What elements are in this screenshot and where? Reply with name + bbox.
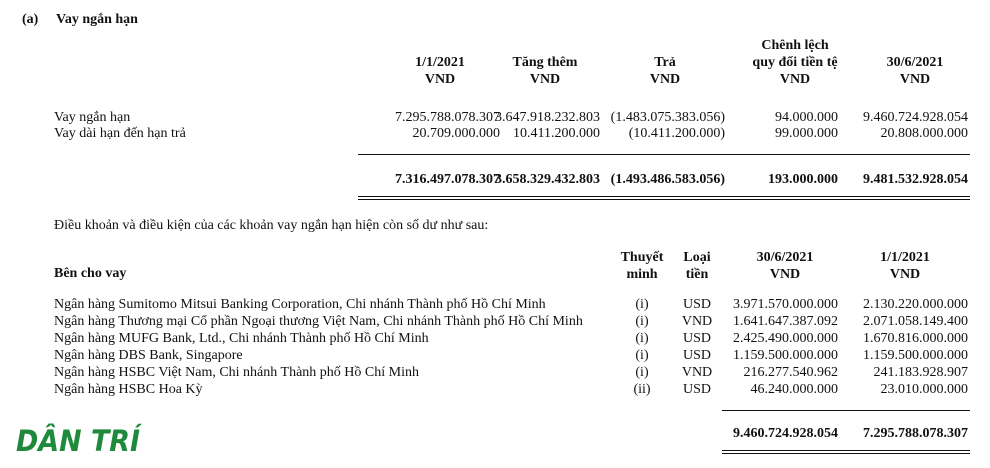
dan-tri-logo-text: DÂN TRÍ: [16, 424, 143, 456]
t1-total-cell: 7.316.497.078.307: [395, 172, 500, 187]
t2-total-opening: 7.295.788.078.307: [863, 426, 968, 441]
t2-header-closing: 30/6/2021 VND: [756, 250, 814, 282]
t2-currency: USD: [682, 297, 711, 312]
t1-header-increase: Tăng thêm VND: [512, 55, 578, 87]
t1-cell: 94.000.000: [775, 110, 838, 125]
t2-value-opening: 241.183.928.907: [873, 365, 968, 380]
t1-total-cell: (1.493.486.583.056): [610, 172, 725, 187]
note-text: Điều khoản và điều kiện của các khoản vay ngắn hạn hiện còn số dư như sau:: [54, 218, 489, 233]
t1-row-label: Vay ngắn hạn: [54, 110, 131, 125]
t1-header-repayment: Trả VND: [649, 55, 681, 87]
t2-header-opening: 1/1/2021 VND: [880, 250, 930, 282]
t1-total-cell: 9.481.532.928.054: [863, 172, 968, 187]
t2-value-opening: 2.071.058.149.400: [863, 314, 968, 329]
t2-note: (i): [635, 365, 649, 380]
t1-cell: 10.411.200.000: [513, 126, 600, 141]
t2-note: (i): [635, 348, 649, 363]
t2-lender: Ngân hàng HSBC Việt Nam, Chi nhánh Thành phố Hồ Chí Minh: [54, 365, 419, 380]
t2-value-closing: 1.641.647.387.092: [733, 314, 838, 329]
t2-header-note: Thuyết minh: [620, 250, 664, 282]
t1-row-label: Vay dài hạn đến hạn trả: [54, 126, 186, 141]
t2-value-opening: 2.130.220.000.000: [863, 297, 968, 312]
t2-value-opening: 1.159.500.000.000: [863, 348, 968, 363]
t2-currency: USD: [682, 331, 711, 346]
t2-currency: USD: [682, 348, 711, 363]
dan-tri-logo: [14, 420, 144, 456]
t1-cell: (10.411.200.000): [628, 126, 725, 141]
t1-total-rule-bottom: [358, 196, 970, 200]
t2-value-closing: 1.159.500.000.000: [733, 348, 838, 363]
t1-header-closing: 30/6/2021 VND: [886, 55, 944, 87]
t2-header-currency: Loại tiền: [683, 250, 711, 282]
t2-total-rule-bottom: [722, 450, 970, 454]
t1-total-cell: 193.000.000: [768, 172, 838, 187]
t2-currency: VND: [681, 365, 713, 380]
t1-cell: 7.295.788.078.307: [395, 110, 500, 125]
section-marker: (a): [22, 12, 39, 27]
t2-value-closing: 216.277.540.962: [743, 365, 838, 380]
t2-note: (i): [635, 314, 649, 329]
t1-cell: 3.647.918.232.803: [495, 110, 600, 125]
t2-lender: Ngân hàng Sumitomo Mitsui Banking Corporation, Chi nhánh Thành phố Hồ Chí Minh: [54, 297, 546, 312]
t2-value-opening: 23.010.000.000: [880, 382, 968, 397]
t2-lender: Ngân hàng DBS Bank, Singapore: [54, 348, 243, 363]
t2-lender: Ngân hàng Thương mại Cổ phần Ngoại thương Việt Nam, Chi nhánh Thành phố Hồ Chí Minh: [54, 314, 583, 329]
t2-lender: Ngân hàng MUFG Bank, Ltd., Chi nhánh Thành phố Hồ Chí Minh: [54, 331, 429, 346]
t1-cell: 20.709.000.000: [412, 126, 500, 141]
t2-value-closing: 46.240.000.000: [750, 382, 838, 397]
t2-value-opening: 1.670.816.000.000: [863, 331, 968, 346]
t1-header-fx-difference: Chênh lệch quy đổi tiền tệ VND: [752, 38, 838, 87]
section-title: Vay ngắn hạn: [56, 12, 138, 27]
t1-cell: 99.000.000: [775, 126, 838, 141]
t1-cell: 20.808.000.000: [880, 126, 968, 141]
t2-currency: VND: [681, 314, 713, 329]
t2-lender: Ngân hàng HSBC Hoa Kỳ: [54, 382, 203, 397]
t1-cell: (1.483.075.383.056): [610, 110, 725, 125]
t2-value-closing: 3.971.570.000.000: [733, 297, 838, 312]
t1-header-opening: 1/1/2021 VND: [415, 55, 465, 87]
t1-total-rule-top: [358, 154, 970, 155]
t2-note: (i): [635, 297, 649, 312]
t1-cell: 9.460.724.928.054: [863, 110, 968, 125]
t2-total-closing: 9.460.724.928.054: [733, 426, 838, 441]
t2-currency: USD: [682, 382, 711, 397]
t1-total-cell: 3.658.329.432.803: [495, 172, 600, 187]
t2-header-lender: Bên cho vay: [54, 266, 127, 281]
t2-note: (i): [635, 331, 649, 346]
t2-note: (ii): [633, 382, 651, 397]
t2-value-closing: 2.425.490.000.000: [733, 331, 838, 346]
t2-total-rule-top: [722, 410, 970, 411]
